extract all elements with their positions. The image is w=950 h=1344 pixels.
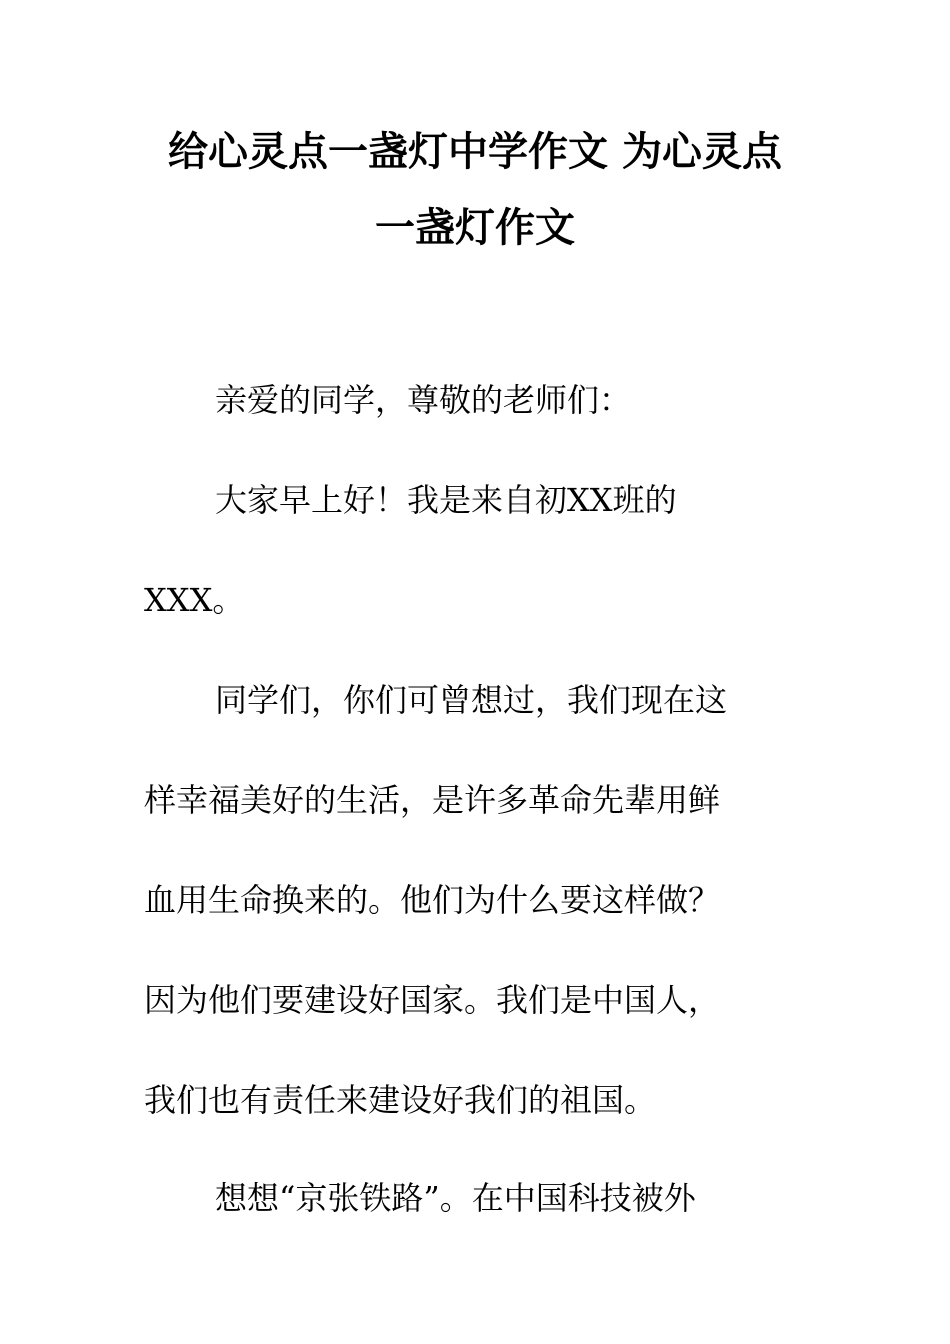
body-line-2: 大家早上好！我是来自初XX班的: [215, 481, 677, 519]
body-line-7: 因为他们要建设好国家。我们是中国人，: [144, 981, 721, 1019]
document-title-line-1: 给心灵点一盏灯中学作文 为心灵点: [168, 129, 782, 175]
body-line-4: 同学们，你们可曾想过，我们现在这: [215, 681, 728, 719]
body-line-8: 我们也有责任来建设好我们的祖国。: [144, 1081, 657, 1119]
body-line-6: 血用生命换来的。他们为什么要这样做？: [144, 881, 721, 919]
document-title-line-2: 一盏灯作文: [375, 205, 575, 251]
body-line-5: 样幸福美好的生活，是许多革命先辈用鲜: [144, 781, 721, 819]
body-line-3: XXX。: [144, 581, 245, 619]
body-line-9: 想想“京张铁路”。在中国科技被外: [215, 1179, 696, 1217]
body-line-greeting: 亲爱的同学，尊敬的老师们：: [215, 381, 632, 419]
